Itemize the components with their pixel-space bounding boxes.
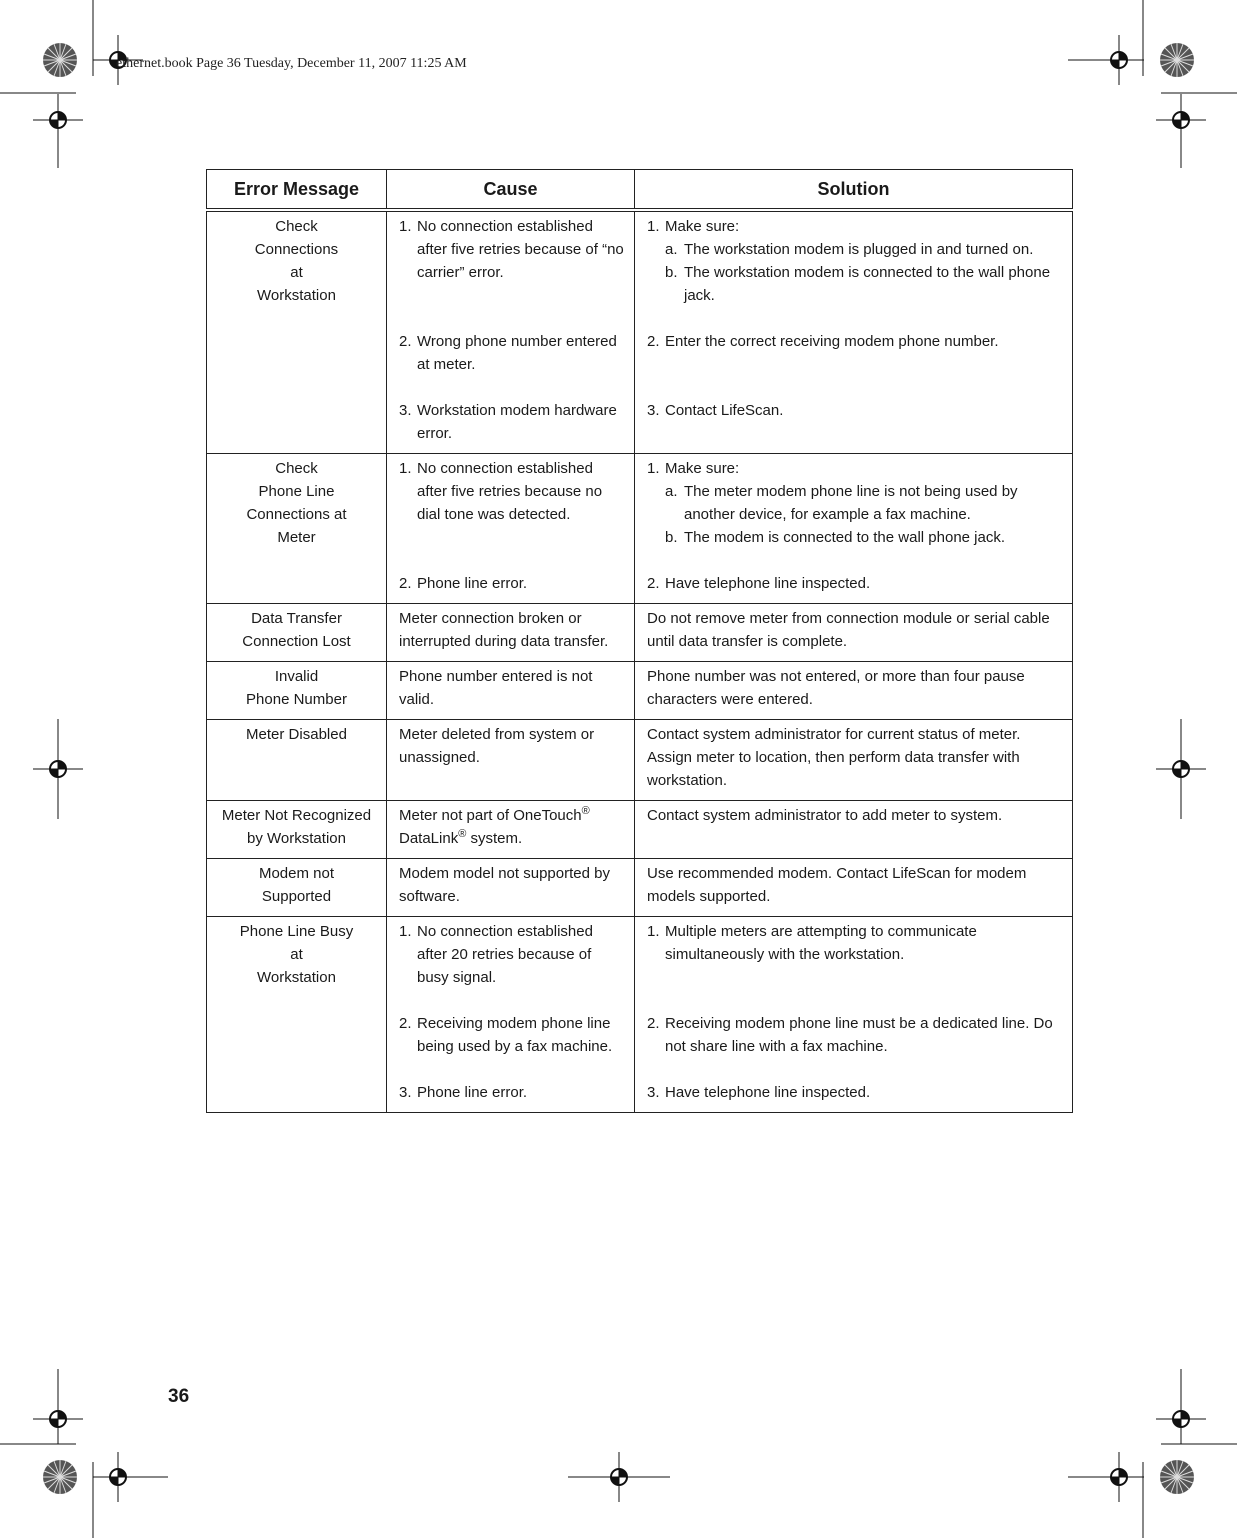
solution-cell: 1. Make sure: a. The meter modem phone line is not being used by another device, for example a fax machine. b. The modem is connected to the wall phone jack. 2. Have telephone line inspected. xyxy=(635,454,1073,604)
error-table xyxy=(206,169,1073,1113)
solution-cell: 1. Multiple meters are attempting to communicate simultaneously with the workstation. 2. Receiving modem phone line must be a dedicated line. Do not share line with a fax machine. 3. Have telephone line inspected. xyxy=(635,917,1073,1113)
solution-cell: Do not remove meter from connection module or serial cable until data transfer is complete. xyxy=(635,604,1073,662)
cause-cell: 1. No connection established after five retries because of “no carrier” error. 2. Wrong phone number entered at meter. 3. Workstation modem hardware error. xyxy=(387,210,635,454)
header-solution: Solution xyxy=(635,170,1073,211)
cause-cell: Modem model not supported by software. xyxy=(387,859,635,917)
table-row xyxy=(207,917,1073,1113)
error-message-cell: Meter Not Recognized by Workstation xyxy=(207,801,387,859)
table-header-row xyxy=(207,170,1073,211)
table-row xyxy=(207,604,1073,662)
table-row xyxy=(207,859,1073,917)
error-message-cell: Invalid Phone Number xyxy=(207,662,387,720)
cause-cell: 1. No connection established after 20 retries because of busy signal. 2. Receiving modem phone line being used by a fax machine. 3. Phone line error. xyxy=(387,917,635,1113)
cause-cell: Meter not part of OneTouch® DataLink® system. xyxy=(387,801,635,859)
book-slug: ethernet.book Page 36 Tuesday, December 11, 2007 11:25 AM xyxy=(116,56,467,71)
solution-cell: 1. Make sure: a. The workstation modem is plugged in and turned on. b. The workstation modem is connected to the wall phone jack. 2. Enter the correct receiving modem phone number. 3. Contact LifeScan. xyxy=(635,210,1073,454)
error-message-cell: Check Connections at Workstation xyxy=(207,210,387,454)
error-message-cell: Check Phone Line Connections at Meter xyxy=(207,454,387,604)
solution-cell: Phone number was not entered, or more than four pause characters were entered. xyxy=(635,662,1073,720)
registered-mark: ® xyxy=(581,805,590,817)
solution-cell: Use recommended modem. Contact LifeScan for modem models supported. xyxy=(635,859,1073,917)
error-message-cell: Modem not Supported xyxy=(207,859,387,917)
page-number: 36 xyxy=(168,1386,190,1407)
error-message-cell: Meter Disabled xyxy=(207,720,387,801)
solution-cell: Contact system administrator to add meter to system. xyxy=(635,801,1073,859)
header-error-message: Error Message xyxy=(207,170,387,211)
error-message-cell: Data Transfer Connection Lost xyxy=(207,604,387,662)
cause-cell: 1. No connection established after five retries because no dial tone was detected. 2. Phone line error. xyxy=(387,454,635,604)
table-row xyxy=(207,454,1073,604)
table-row xyxy=(207,210,1073,454)
cause-cell: Meter connection broken or interrupted during data transfer. xyxy=(387,604,635,662)
cause-cell: Meter deleted from system or unassigned. xyxy=(387,720,635,801)
solution-cell: Contact system administrator for current status of meter. Assign meter to location, then perform data transfer with workstation. xyxy=(635,720,1073,801)
cause-cell: Phone number entered is not valid. xyxy=(387,662,635,720)
table-row xyxy=(207,801,1073,859)
table-row xyxy=(207,720,1073,801)
header-cause: Cause xyxy=(387,170,635,211)
registered-mark: ® xyxy=(458,828,467,840)
error-message-cell: Phone Line Busy at Workstation xyxy=(207,917,387,1113)
table-row xyxy=(207,662,1073,720)
